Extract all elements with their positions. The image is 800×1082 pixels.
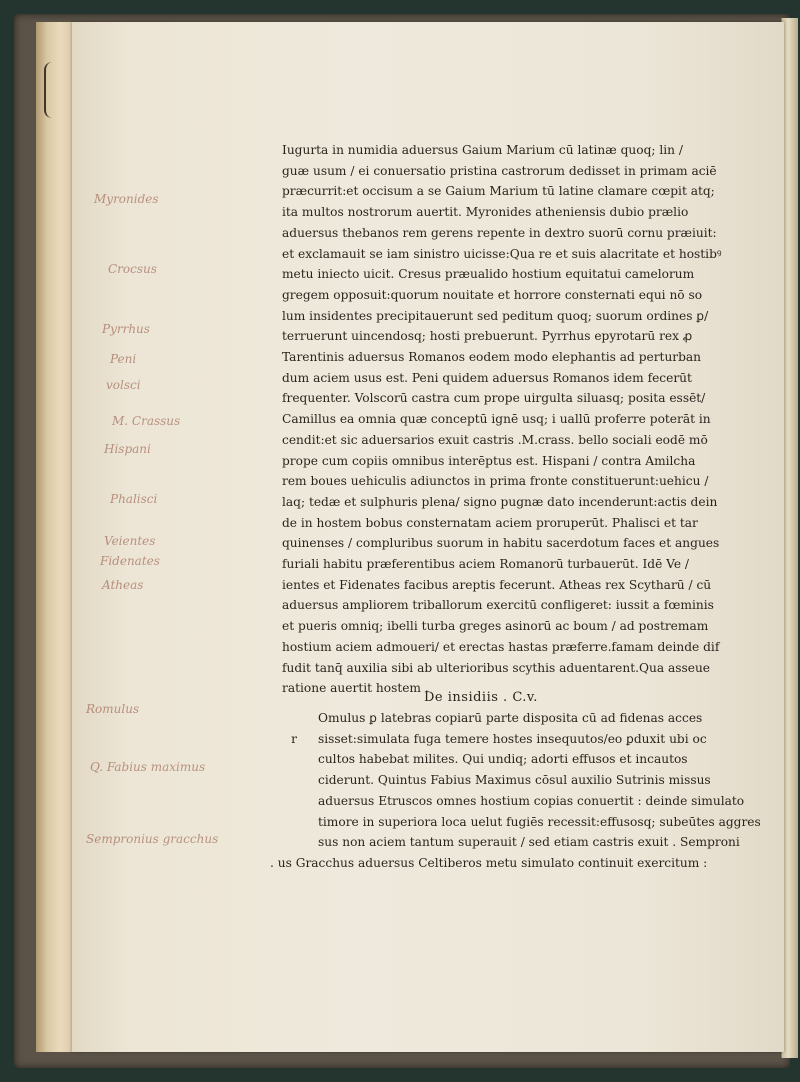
marginal-note: Q. Fabius maximus xyxy=(90,760,206,774)
text-line: frequenter. Volscorū castra cum prope uirgulta siluasq; posita essēt/ xyxy=(282,391,706,406)
marginal-note: Fidenates xyxy=(100,554,160,568)
bookmark-tab xyxy=(44,62,56,118)
marginal-note: Veientes xyxy=(104,534,156,548)
marginal-note: Hispani xyxy=(104,442,151,456)
text-line: ciderunt. Quintus Fabius Maximus cōsul auxilio Sutrinis missus xyxy=(318,773,711,788)
text-line: Omulus ꝑ latebras copiarū parte disposita cū ad fidenas acces xyxy=(318,711,703,725)
text-line: et exclamauit se iam sinistro uicisse:Qua re et suis alacritate et hostibꝰ xyxy=(282,246,722,261)
text-line: aduersus thebanos rem gerens repente in dextro suorū cornu præiuit: xyxy=(282,225,717,240)
text-line: cultos habebat milites. Qui undiq; adorti effusos et incautos xyxy=(318,752,688,767)
marginal-note: volsci xyxy=(106,378,141,392)
text-line: hostium aciem admoueri/ et erectas hastas præferre.famam deinde dif xyxy=(282,639,720,654)
text-line: furiali habitu præferentibus aciem Romanorū turbauerūt. Idē Ve / xyxy=(282,557,690,572)
text-line: Tarentinis aduersus Romanos eodem modo elephantis ad perturban xyxy=(282,350,702,365)
text-line: ratione auertit hostem . xyxy=(282,681,429,696)
initial-guide-letter: r xyxy=(291,731,297,746)
line-lead-mark: . xyxy=(270,855,278,870)
chapter-text-paragraph xyxy=(270,708,761,874)
marginal-note: Myronides xyxy=(94,192,159,206)
text-line: metu iniecto uicit. Cresus præualido hostium equitatui camelorum xyxy=(282,267,695,282)
text-line: dum aciem usus est. Peni quidem aduersus Romanos idem fecerūt xyxy=(282,370,692,385)
chapter-heading: De insidiis . C.v. xyxy=(424,690,538,705)
text-line: gregem opposuit:quorum nouitate et horrore consternati equi nō so xyxy=(282,287,703,302)
text-line: us Gracchus aduersus Celtiberos metu simulato continuit exercitum : xyxy=(277,855,708,870)
text-line: cendit:et sic aduersarios exuit castris .M.crass. bello sociali eodē mō xyxy=(282,432,708,447)
marginal-note: Crocsus xyxy=(108,262,157,276)
marginal-note: Atheas xyxy=(102,578,144,592)
text-line: lum insidentes precipitauerunt sed peditum quoq; suorum ordines ꝑ/ xyxy=(282,308,709,323)
text-line: et pueris omniq; ibelli turba greges asinorū ac boum / ad postremam xyxy=(282,619,709,634)
marginal-note: Peni xyxy=(110,352,137,366)
marginal-note: Sempronius gracchus xyxy=(86,832,219,846)
text-line: quinenses / compluribus suorum in habitu sacerdotum faces et angues xyxy=(282,536,720,551)
marginal-note: Pyrrhus xyxy=(102,322,150,336)
text-line: præcurrit:et occisum a se Gaium Marium tū latine clamare cœpit atq; xyxy=(282,184,715,199)
text-line: sisset:simulata fuga temere hostes insequutos/eo ꝑduxit ubi oc xyxy=(318,731,707,746)
text-line: aduersus Etruscos omnes hostium copias conuertit : deinde simulato xyxy=(318,793,745,808)
text-line: timore in superiora loca uelut fugiēs recessit:effusosq; subeūtes aggres xyxy=(318,814,761,829)
text-line: prope cum copiis omnibus interēptus est. Hispani / contra Amilcha xyxy=(282,453,696,468)
text-line: Iugurta in numidia aduersus Gaium Marium cū latinæ quoq; lin / xyxy=(282,143,683,157)
main-text-paragraph xyxy=(282,140,722,699)
marginal-note: Phalisci xyxy=(110,492,158,506)
text-line: terruerunt uincendosq; hosti prebuerunt. Pyrrhus epyrotarū rex ꝓ xyxy=(282,329,693,344)
text-line: ientes et Fidenates facibus areptis fecerunt. Atheas rex Scytharū / cū xyxy=(282,577,712,592)
text-line: Camillus ea omnia quæ conceptū ignē usq; i uallū proferre poterāt in xyxy=(282,412,711,427)
text-line: aduersus ampliorem triballorum exercitū confligeret: iussit a fœminis xyxy=(282,598,714,613)
text-line: fudit tanq̄ auxilia sibi ab ulterioribus scythis aduentarent.Qua asseue xyxy=(282,660,711,675)
marginal-note: M. Crassus xyxy=(112,414,181,428)
text-line: de in hostem bobus consternatam aciem proruperūt. Phalisci et tar xyxy=(282,515,698,530)
marginal-note: Romulus xyxy=(86,702,140,716)
text-line: guæ usum / ei conuersatio pristina castrorum dedisset in primam aciē xyxy=(282,163,717,178)
text-line: rem boues uehiculis adiunctos in prima fronte constituerunt:uehicu / xyxy=(282,474,709,489)
text-line: ita multos nostrorum auertit. Myronides atheniensis dubio prælio xyxy=(282,205,689,220)
text-line: sus non aciem tantum superauit / sed etiam castris exuit . Semproni xyxy=(318,835,740,850)
text-line: laq; tedæ et sulphuris plena/ signo pugnæ dato incenderunt:actis dein xyxy=(282,494,718,509)
